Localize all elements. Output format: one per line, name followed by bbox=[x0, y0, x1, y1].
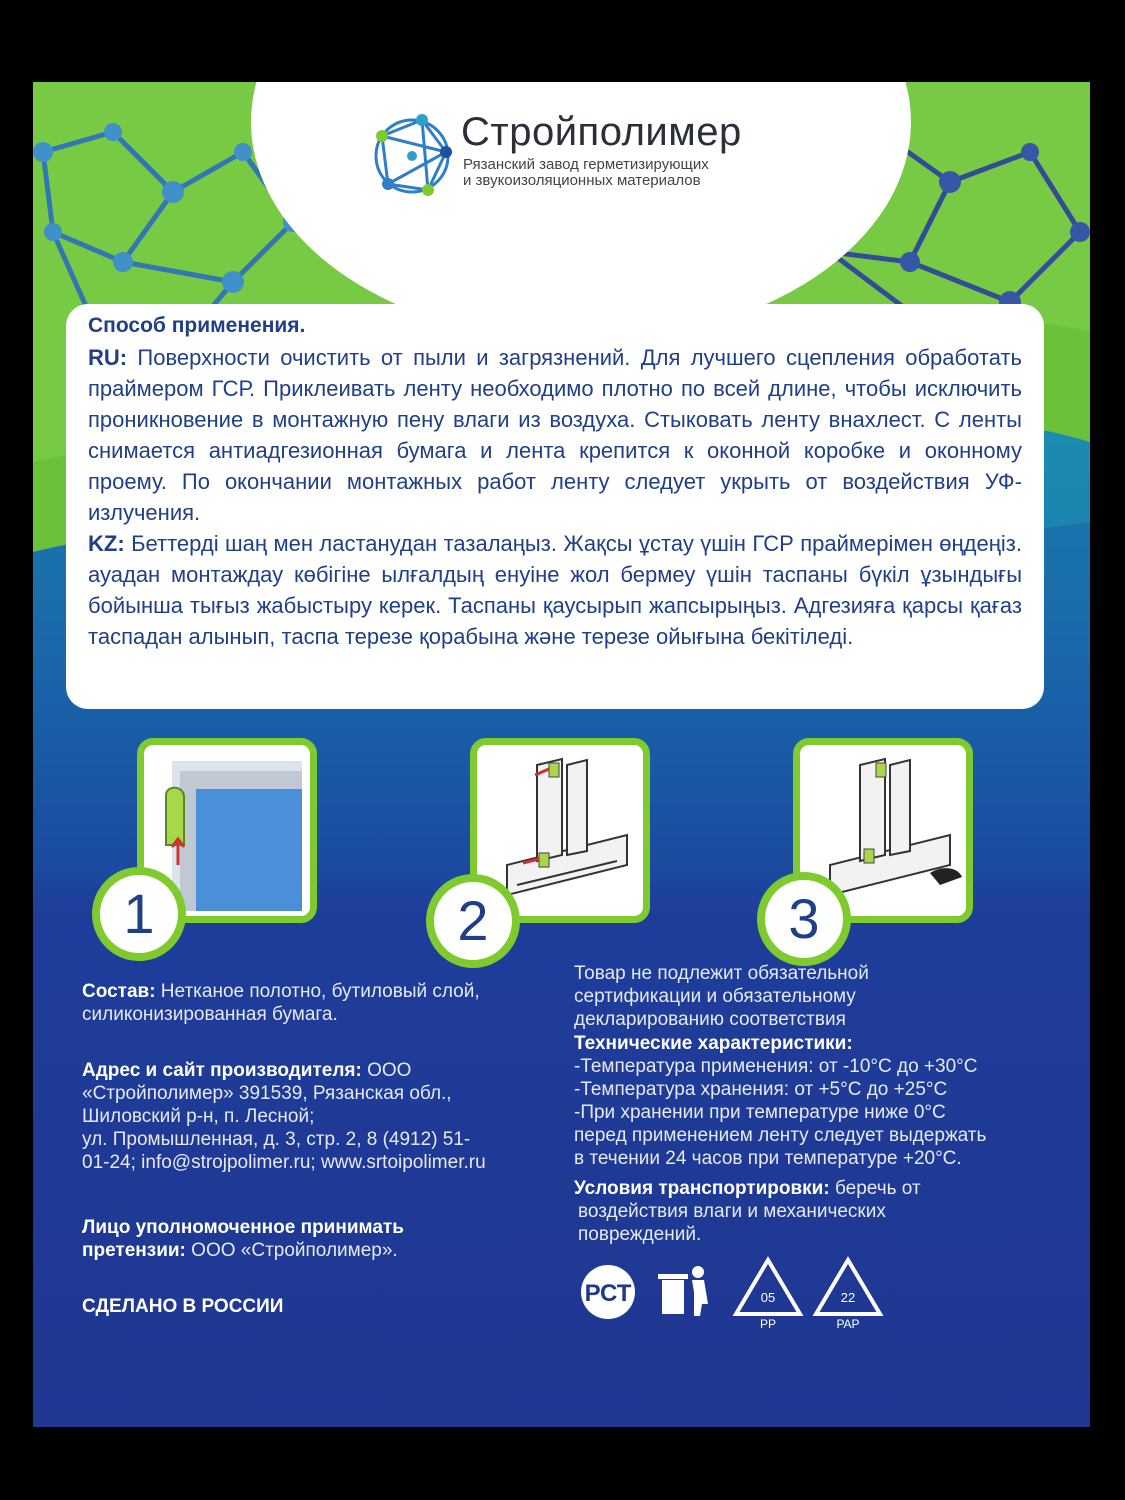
brand-name: Стройполимер bbox=[461, 110, 742, 154]
certification-line: сертификации и обязательному bbox=[574, 986, 856, 1007]
composition-label: Состав: bbox=[82, 981, 156, 1002]
tech-spec-line: -При хранении при температуре ниже 0°С bbox=[574, 1102, 946, 1123]
tech-spec-line: -Температура применения: от -10°С до +30°С bbox=[574, 1056, 978, 1077]
usage-body bbox=[88, 342, 1022, 652]
step-3-number: 3 bbox=[757, 872, 851, 966]
compliance-marks bbox=[578, 1252, 928, 1332]
step-2-number: 2 bbox=[426, 874, 520, 968]
manufacturer-line: ул. Промышленная, д. 3, стр. 2, 8 (4912) 51- bbox=[82, 1129, 471, 1150]
transport-text: беречь от bbox=[829, 1178, 921, 1199]
trash-bin-icon bbox=[658, 1266, 708, 1316]
recycle-pap-code: 22 bbox=[840, 1290, 856, 1305]
claims-line bbox=[82, 1216, 404, 1239]
certification-line: Товар не подлежит обязательной bbox=[574, 963, 869, 984]
ru-label: RU: bbox=[88, 345, 128, 370]
made-in-russia: СДЕЛАНО В РОССИИ bbox=[82, 1296, 284, 1317]
recycle-pap-icon bbox=[816, 1260, 880, 1331]
transport-line: воздействия влаги и механических bbox=[578, 1201, 886, 1222]
manufacturer-label: Адрес и сайт производителя: bbox=[82, 1060, 362, 1081]
manufacturer-line bbox=[82, 1059, 486, 1082]
tech-spec-line: -Температура хранения: от +5°С до +25°С bbox=[574, 1079, 948, 1100]
transport-block bbox=[574, 1177, 921, 1246]
usage-ru-paragraph bbox=[88, 342, 1022, 528]
pct-mark-text: РСТ bbox=[584, 1280, 632, 1307]
recycle-pap-label: PAP bbox=[836, 1317, 860, 1331]
composition-line bbox=[82, 980, 480, 1003]
manufacturer-line: 01-24; info@strojpolimer.ru; www.srtoipolimer.ru bbox=[82, 1152, 486, 1173]
tech-specs-block bbox=[574, 1032, 986, 1170]
step-1-number: 1 bbox=[92, 867, 186, 961]
tech-spec-line: перед применением ленту следует выдержать bbox=[574, 1125, 987, 1146]
logo-icon bbox=[362, 106, 462, 206]
kz-text: Беттерді шаң мен ластанудан тазалаңыз. Жақсы ұстау үшін ГСР праймерімен өңдеңіз. ауадан монтаждау көбігіне ылғалдың енуіне жол бермеу үшін таспаны бүкіл ұзындығы бойынша тығыз жабыстыру керек. Таспаны қаусырып жапсырыңыз. Адгезияға қарсы қағаз таспадан алынып, таспа терезе қорабына және терезе ойығына бекітіледі. bbox=[88, 531, 1022, 649]
claims-label: претензии: bbox=[82, 1240, 186, 1261]
claims-label-line1: Лицо уполномоченное принимать bbox=[82, 1217, 404, 1238]
ru-text: Поверхности очистить от пыли и загрязнений. Для лучшего сцепления обработать праймером ГСР. Приклеивать ленту необходимо плотно по всей длине, чтобы исключить проникновение в монтажную пену влаги из воздуха. Стыковать ленту внахлест. С ленты снимается антиадгезионная бумага и лента крепится к оконной коробке и оконному проему. По окончании монтажных работ ленту следует укрыть от воздействия УФ-излучения. bbox=[88, 345, 1022, 525]
usage-instructions-panel bbox=[66, 304, 1044, 709]
transport-line: повреждений. bbox=[578, 1224, 702, 1245]
claims-block bbox=[82, 1216, 404, 1262]
pct-mark-icon bbox=[581, 1265, 635, 1319]
manufacturer-text: ООО bbox=[361, 1060, 412, 1081]
package-back bbox=[33, 82, 1090, 1427]
tech-specs-title bbox=[574, 1032, 986, 1055]
claims-text: ООО «Стройполимер». bbox=[185, 1240, 398, 1261]
brand-subtitle bbox=[463, 157, 743, 189]
usage-kz-paragraph bbox=[88, 528, 1022, 652]
composition-text: Нетканое полотно, бутиловый слой, bbox=[155, 981, 480, 1002]
manufacturer-line: «Стройполимер» 391539, Рязанская обл., bbox=[82, 1083, 452, 1104]
certification-line: декларированию соответствия bbox=[574, 1009, 846, 1030]
recycle-pp-code: 05 bbox=[760, 1290, 776, 1305]
brand-subtitle-line: Рязанский завод герметизирующих bbox=[463, 156, 709, 173]
transport-label: Условия транспортировки: bbox=[574, 1178, 830, 1199]
recycle-pp-label: PP bbox=[759, 1317, 777, 1331]
usage-title: Способ применения. bbox=[88, 314, 306, 337]
certification-block bbox=[574, 962, 869, 1031]
recycle-pp-icon bbox=[736, 1260, 800, 1331]
manufacturer-line: Шиловский р-н, п. Лесной; bbox=[82, 1106, 315, 1127]
tech-specs-title-text: Технические характеристики: bbox=[574, 1033, 853, 1054]
tech-spec-line: в течении 24 часов при температуре +20°С. bbox=[574, 1148, 962, 1169]
brand-subtitle-line: и звукоизоляционных материалов bbox=[463, 172, 701, 189]
manufacturer-block bbox=[82, 1059, 486, 1174]
transport-line bbox=[574, 1177, 921, 1200]
claims-line bbox=[82, 1239, 404, 1262]
kz-label: KZ: bbox=[88, 531, 125, 556]
composition-block bbox=[82, 980, 480, 1026]
composition-line: силиконизированная бумага. bbox=[82, 1004, 338, 1025]
